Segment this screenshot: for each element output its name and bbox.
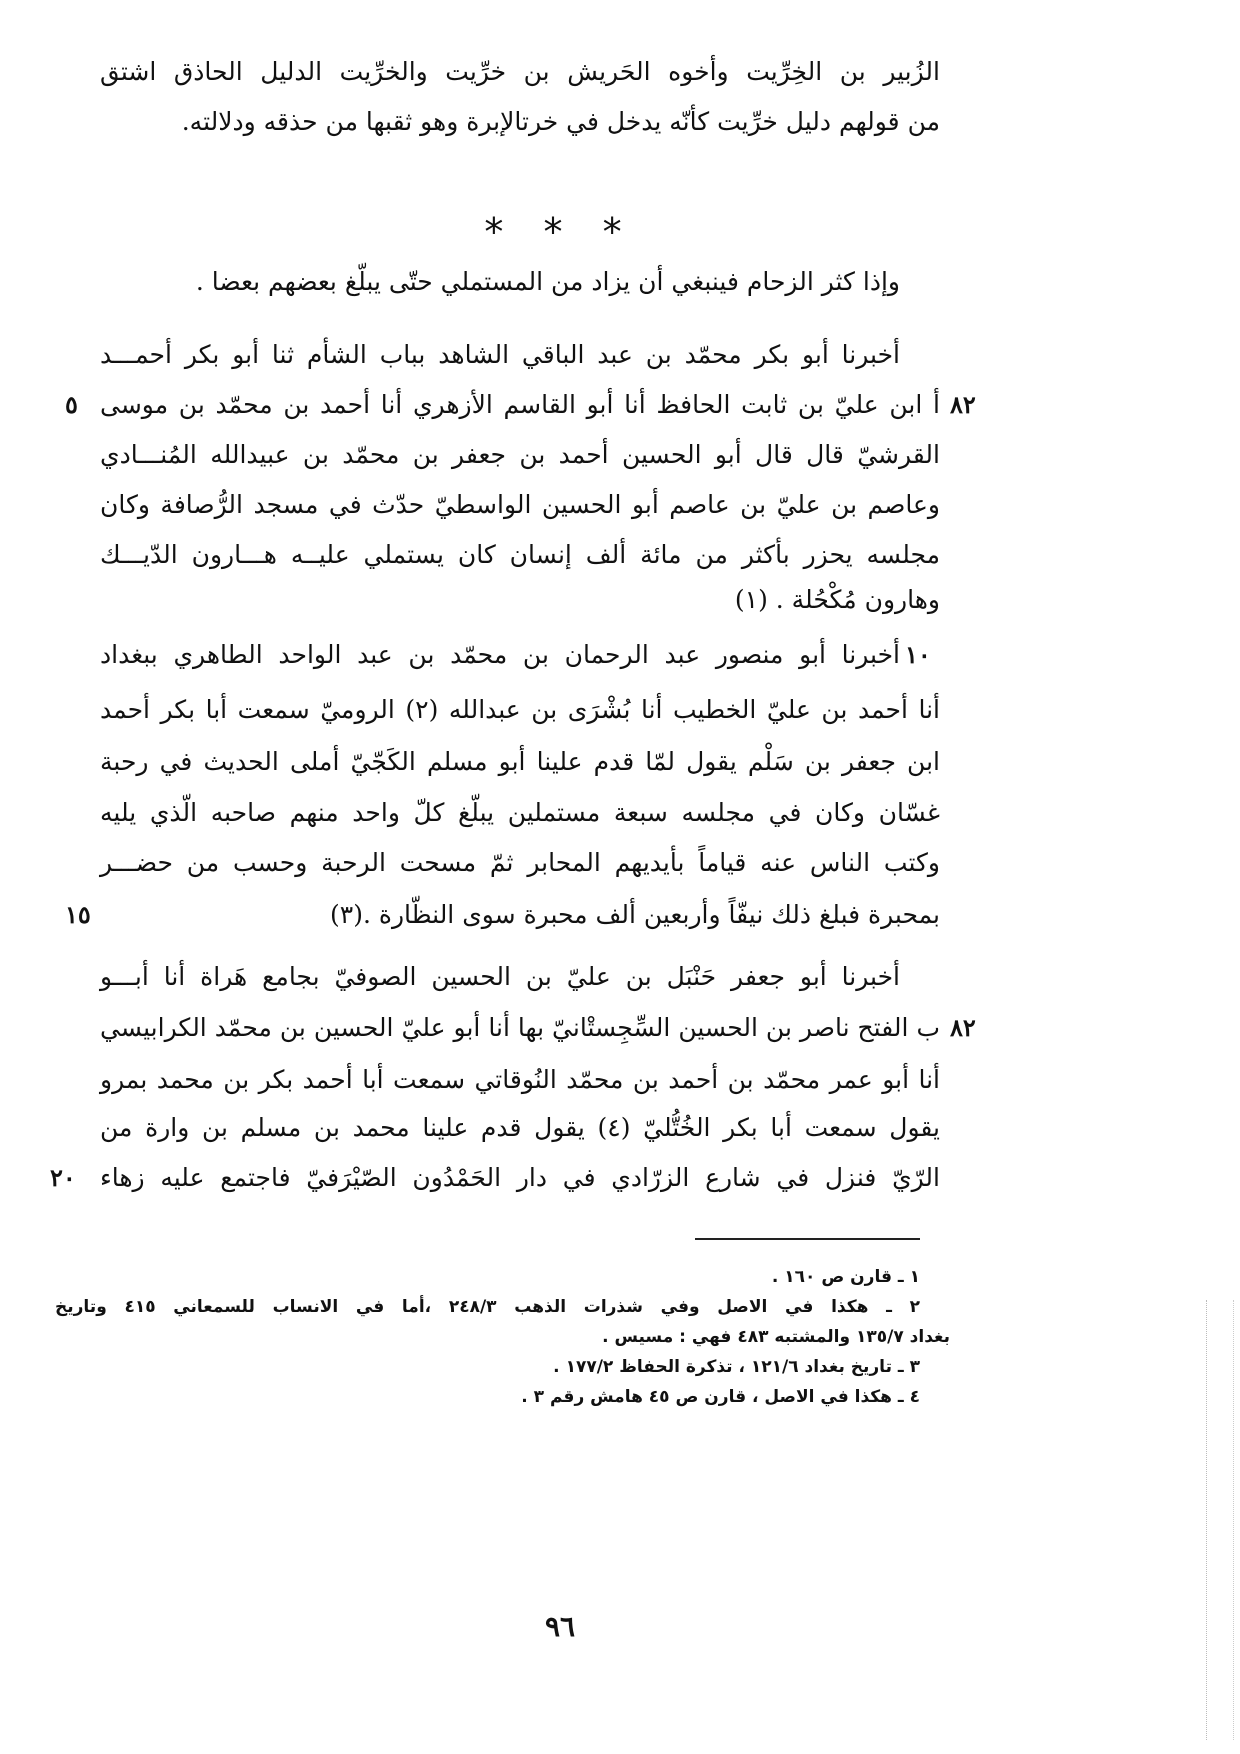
para2-line-5: وكتب الناس عنه قياماً بأيديهم المحابر ثمّ مسحت الرحبة وحسب من حضـــر — [100, 848, 940, 877]
para3-line-5: الرّيّ فنزل في شارع الزرّادي في دار الحَمْدُون الصّيْرَفيّ فاجتمع عليه زهاء — [100, 1163, 940, 1192]
para1-line-6: وهارون مُكْحُلة . (١) — [734, 585, 940, 614]
para2-line-2: أنا أحمد بن عليّ الخطيب أنا بُشْرَى بن عبدالله (٢) الروميّ سمعت أبا بكر أحمد — [100, 695, 940, 724]
margin-line-20: ٢٠ — [50, 1163, 76, 1192]
para1-line-2: أ ابن عليّ بن ثابت الحافظ أنا أبو القاسم الأزهري أنا أحمد بن محمّد بن موسى — [100, 390, 940, 419]
para1-line-1: أخبرنا أبو بكر محمّد بن عبد الباقي الشاهد بباب الشأم ثنا أبو بكر أحمـــد — [100, 340, 900, 369]
para1-line-5: مجلسه يحزر بأكثر من مائة ألف إنسان كان يستملي عليــه هـــارون الدّيـــك — [100, 540, 940, 569]
para1-line-3: القرشيّ قال قال أبو الحسين أحمد بن جعفر بن محمّد بن عبيدالله المُنـــادي — [100, 440, 940, 469]
margin-line-5: ٥ — [65, 390, 78, 419]
section-heading: وإذا كثر الزحام فينبغي أن يزاد من المستملي حتّى يبلّغ بعضهم بعضا . — [195, 267, 900, 296]
intro-line-1: الزُبير بن الخِرِّيت وأخوه الحَريش بن خرِّيت والخرِّيت الدليل الحاذق اشتق — [100, 57, 940, 86]
para3-line-4: يقول سمعت أبا بكر الخُتُّليّ (٤) يقول قدم علينا محمد بن مسلم بن وارة من — [100, 1113, 940, 1142]
margin-line-15: ١٥ — [65, 900, 91, 929]
margin-line-10: ١٠ — [905, 640, 931, 669]
intro-line-2: من قولهم دليل خرِّيت كأنّه يدخل في خرتالإبرة وهو ثقبها من حذقه ودلالته. — [181, 107, 940, 136]
para2-line-6: بمحبرة فبلغ ذلك نيفّاً وأربعين ألف محبرة سوى النظّارة .(٣) — [330, 900, 940, 929]
para3-line-1: أخبرنا أبو جعفر حَنْبَل بن عليّ بن الحسين الصوفيّ بجامع هَراة أنا أبـــو — [100, 962, 900, 991]
footnote-1: ١ ـ قارن ص ١٦٠ . — [771, 1267, 920, 1287]
footnote-2: ٢ ـ هكذا في الاصل وفي شذرات الذهب ٢٤٨/٣ ،أما في الانساب للسمعاني ٤١٥ وتاريخ — [55, 1297, 920, 1317]
footnote-4: ٤ ـ هكذا في الاصل ، قارن ص ٤٥ هامش رقم ٣ . — [521, 1387, 920, 1407]
scan-edge-artifact — [1206, 1300, 1234, 1740]
margin-folio-82b: ٨٢ — [950, 1013, 976, 1042]
margin-folio-82a: ٨٢ — [950, 390, 976, 419]
para1-line-4: وعاصم بن عليّ بن عاصم أبو الحسين الواسطيّ حدّث في مسجد الرُّصافة وكان — [100, 490, 940, 519]
page-number: ٩٦ — [544, 1610, 576, 1643]
para3-line-2: ب الفتح ناصر بن الحسين السِّجِستْانيّ بها أنا أبو عليّ الحسين بن محمّد الكرابيسي — [100, 1013, 940, 1042]
para3-line-3: أنا أبو عمر محمّد بن أحمد بن محمّد النُوقاتي سمعت أبا أحمد بكر بن محمد بمرو — [100, 1065, 940, 1094]
section-separator: * * * — [484, 210, 636, 254]
footnote-rule — [695, 1238, 920, 1240]
para2-line-1: أخبرنا أبو منصور عبد الرحمان بن محمّد بن عبد الواحد الطاهري ببغداد — [100, 640, 900, 669]
footnote-3: ٣ ـ تاريخ بغداد ١٢١/٦ ، تذكرة الحفاظ ١٧٧/٢ . — [553, 1357, 920, 1377]
para2-line-3: ابن جعفر بن سَلْم يقول لمّا قدم علينا أبو مسلم الكَجّيّ أملى الحديث في رحبة — [100, 747, 940, 776]
para2-line-4: غسّان وكان في مجلسه سبعة مستملين يبلّغ كلّ واحد منهم صاحبه الّذي يليه — [100, 798, 940, 827]
footnote-2-cont: بغداد ١٣٥/٧ والمشتبه ٤٨٣ فهي : مسيس . — [602, 1327, 950, 1347]
